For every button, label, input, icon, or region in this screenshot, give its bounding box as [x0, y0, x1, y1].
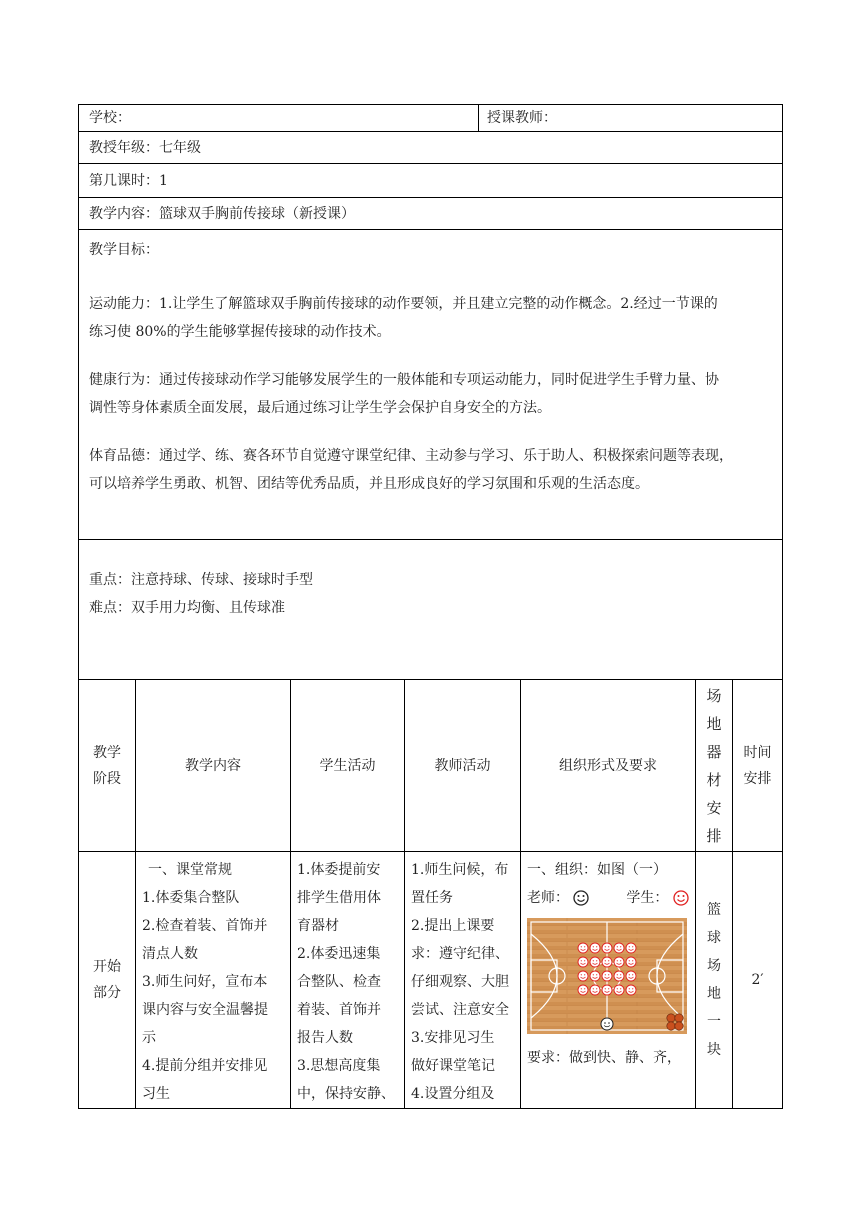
header-teacher: 教师活动 — [405, 680, 521, 852]
grade-field: 教授年级：七年级 — [79, 132, 783, 164]
student-marker — [614, 971, 624, 981]
basketball-court-diagram — [527, 918, 687, 1034]
student-smiley-icon — [673, 890, 689, 906]
key-point: 重点：注意持球、传球、接球时手型 — [89, 572, 313, 588]
time-cell: 2′ — [733, 852, 783, 1109]
student-marker — [614, 957, 624, 967]
student-marker — [578, 971, 588, 981]
student-marker — [578, 985, 588, 995]
student-marker — [626, 943, 636, 953]
teacher-field: 授课教师： — [479, 105, 783, 132]
teacher-activity-cell: 1.师生问候，布 置任务 2.提出上课要 求：遵守纪律、 仔细观察、大胆 尝试、注意安全 3.安排见习生 做好课堂笔记 4.设置分组及 — [405, 852, 521, 1109]
student-activity-cell: 1.体委提前安 排学生借用体 育器材 2.体委迅速集 合整队、检查 着装、首饰并 报告人数 3.思想高度集 中，保持安静、 — [291, 852, 405, 1109]
student-marker — [602, 985, 612, 995]
student-marker — [626, 957, 636, 967]
student-marker — [614, 985, 624, 995]
header-content: 教学内容 — [136, 680, 291, 852]
basketball-icon — [667, 1014, 675, 1022]
lesson-header-table — [78, 104, 783, 680]
content-cell: 一、课堂常规 1.体委集合整队 2.检查着装、首饰并 清点人数 3.师生问好，宣布本 课内容与安全温馨提 示 4.提前分组并安排见 习生 — [136, 852, 291, 1109]
goal-motor-line2: 练习使 80%的学生能够掌握传接球的动作技术。 — [89, 324, 391, 340]
student-marker — [626, 985, 636, 995]
teacher-marker — [601, 1018, 613, 1030]
org-requirement: 要求：做到快、静、齐， — [527, 1050, 681, 1066]
student-marker — [590, 957, 600, 967]
basketball-icon — [667, 1022, 675, 1030]
student-marker — [602, 957, 612, 967]
teacher-smiley-icon — [573, 890, 589, 906]
goals-title: 教学目标： — [89, 242, 159, 258]
header-venue: 场 地 器 材 安 排 — [696, 680, 733, 852]
header-organization: 组织形式及要求 — [521, 680, 696, 852]
student-marker — [590, 943, 600, 953]
student-marker — [602, 971, 612, 981]
goal-health-line2: 调性等身体素质全面发展，最后通过练习让学生学会保护自身安全的方法。 — [89, 400, 551, 416]
teaching-goals — [79, 230, 783, 540]
lesson-number-field: 第几课时：1 — [79, 164, 783, 198]
goal-motor-line1: 运动能力：1.让学生了解篮球双手胸前传接球的动作要领，并且建立完整的动作概念。2.经过一节课的 — [89, 296, 718, 312]
venue-cell: 篮 球 场 地 一 块 — [696, 852, 733, 1109]
org-title: 一、组织：如图（一） — [527, 862, 667, 878]
organization-cell — [521, 852, 696, 1109]
student-marker — [578, 943, 588, 953]
difficult-point: 难点：双手用力均衡、且传球准 — [89, 600, 285, 616]
org-legend: 老师： 学生： — [527, 884, 691, 912]
header-time: 时间 安排 — [733, 680, 783, 852]
school-field: 学校： — [79, 105, 479, 132]
student-marker — [590, 971, 600, 981]
student-marker — [578, 957, 588, 967]
basketball-icon — [675, 1022, 683, 1030]
teaching-plan-table — [78, 679, 783, 1109]
goal-moral-line2: 可以培养学生勇敢、机智、团结等优秀品质，并且形成良好的学习氛围和乐观的生活态度。 — [89, 476, 649, 492]
key-points — [79, 540, 783, 680]
student-marker — [614, 943, 624, 953]
lesson-plan-page — [78, 104, 782, 1109]
content-field: 教学内容：篮球双手胸前传接球（新授课） — [79, 198, 783, 230]
goal-health-line1: 健康行为：通过传接球动作学习能够发展学生的一般体能和专项运动能力，同时促进学生手臂力量、协 — [89, 372, 719, 388]
student-marker — [602, 943, 612, 953]
student-marker — [626, 971, 636, 981]
student-marker — [590, 985, 600, 995]
goal-moral-line1: 体育品德：通过学、练、赛各环节自觉遵守课堂纪律、主动参与学习、乐于助人、积极探索问题等表现， — [89, 448, 733, 464]
header-stage: 教学 阶段 — [79, 680, 136, 852]
basketball-icon — [675, 1014, 683, 1022]
header-student: 学生活动 — [291, 680, 405, 852]
stage-start: 开始 部分 — [79, 852, 136, 1109]
